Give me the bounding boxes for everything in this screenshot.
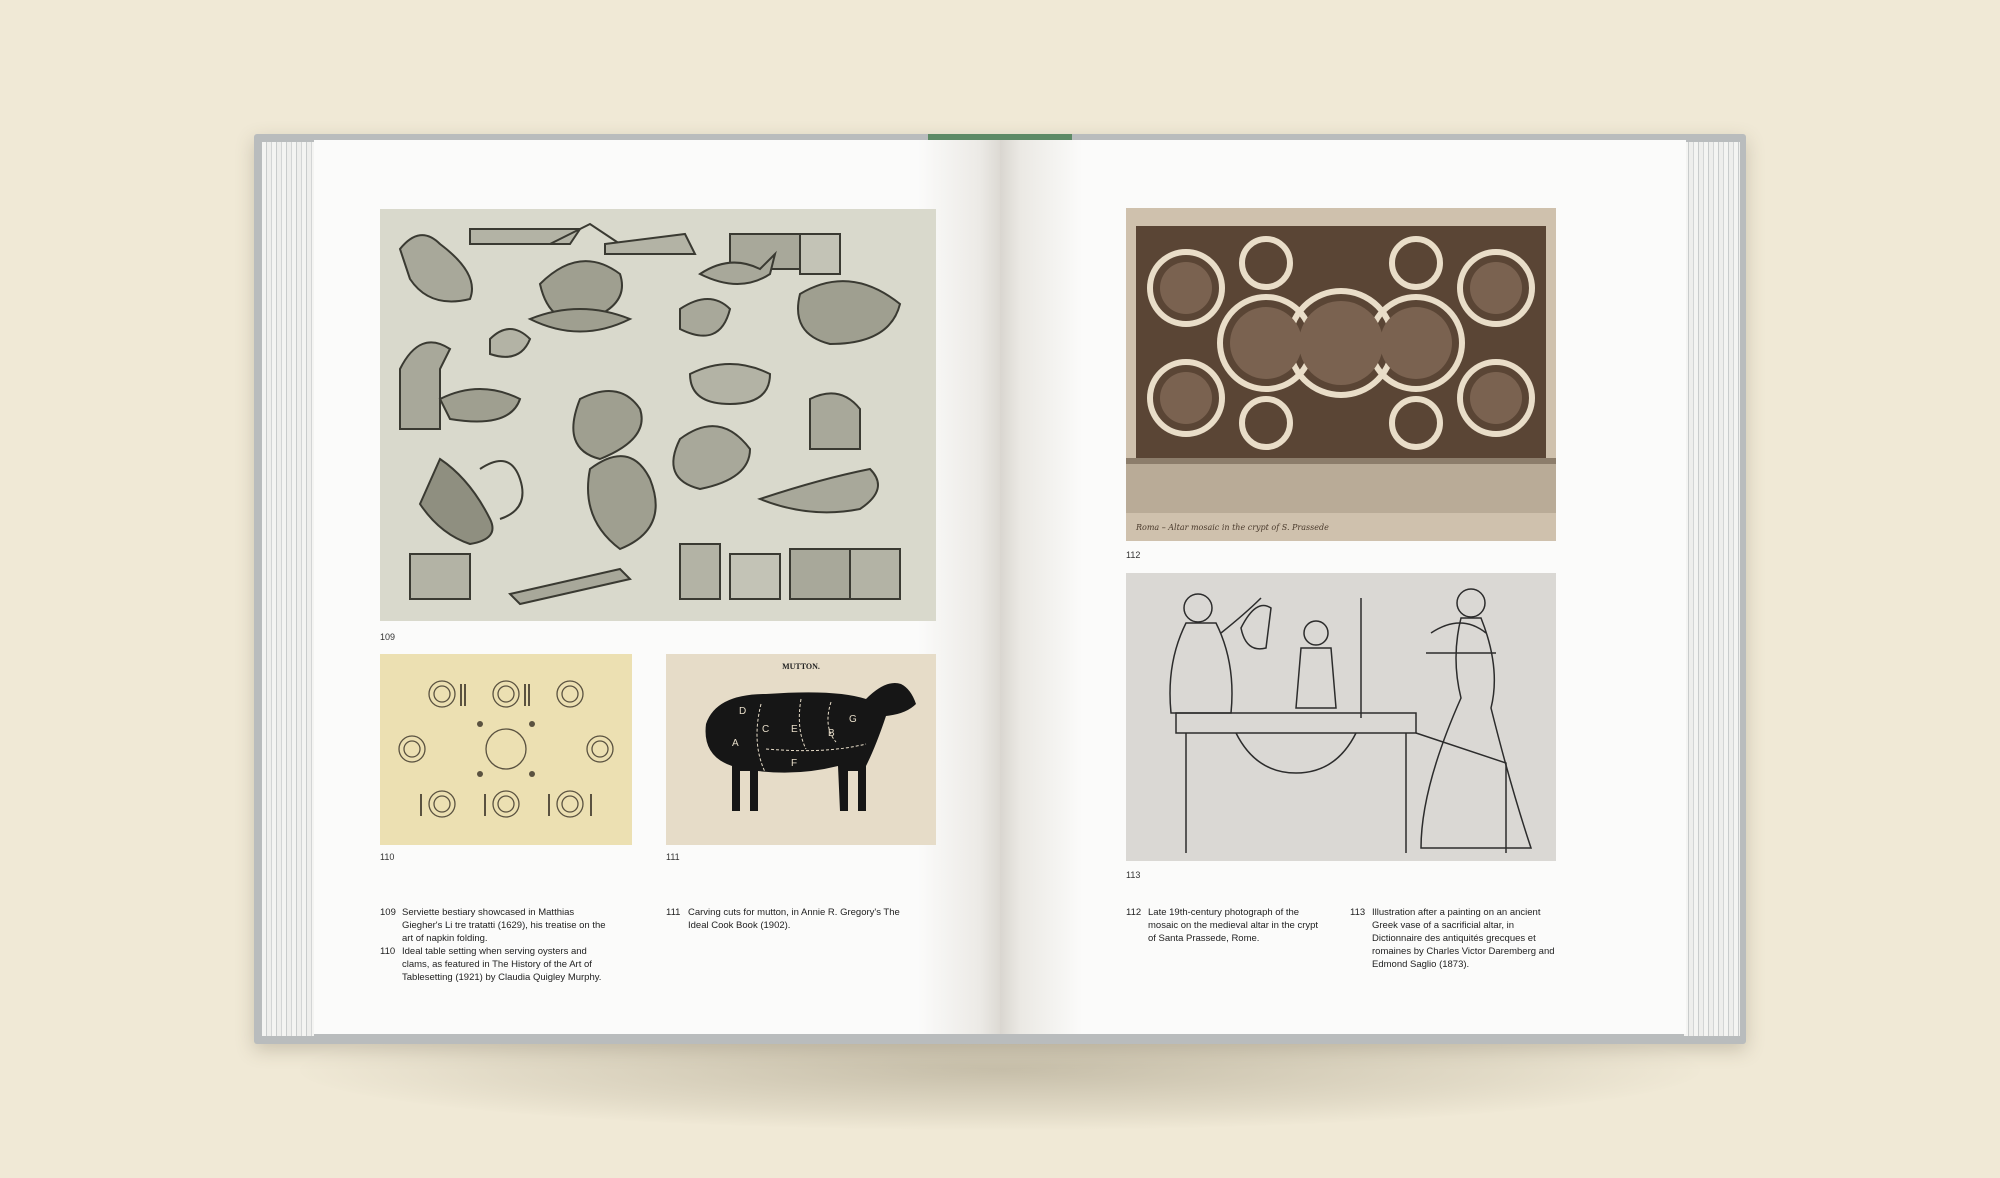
figure-113-greek-altar [1126,573,1556,861]
right-page [1000,140,1686,1034]
figure-111-number: 111 [666,852,680,862]
cut-letter-b: B [828,728,835,739]
caption-group-109-110 [380,906,610,984]
cut-letter-e: E [791,724,798,735]
caption-110: 110 Ideal table setting when serving oysters and clams, as featured in The History of the Art of Tablesetting (1921) by Claudia Quigley Murphy. [380,946,602,983]
left-page [314,140,1000,1034]
figure-109-number: 109 [380,632,396,642]
figure-111-mutton-cuts [666,654,936,845]
caption-group-113 [1350,906,1560,971]
mutton-plate-label: MUTTON. [782,662,820,671]
figure-113-number: 113 [1126,870,1141,880]
mosaic-handwritten-inscription: Roma – Altar mosaic in the crypt of S. Prassede [1136,523,1329,532]
page-edges-right [1684,142,1740,1036]
caption-111: 111 Carving cuts for mutton, in Annie R. Gregory's The Ideal Cook Book (1902). [666,907,900,931]
figure-112-mosaic-photo [1126,208,1556,541]
figure-112-number: 112 [1126,550,1141,560]
cut-letter-d: D [739,706,747,717]
figure-109-engraving [380,209,936,621]
figure-110-number: 110 [380,852,395,862]
cut-letter-a: A [732,738,739,749]
page-edges-left [262,142,314,1036]
caption-112: 112 Late 19th-century photograph of the mosaic on the medieval altar in the crypt of Santa Prassede, Rome. [1126,907,1319,944]
caption-109: 109 Serviette bestiary showcased in Matthias Giegher's Li tre tratatti (1629), his treatise on the art of napkin folding. [380,907,606,944]
caption-group-111 [666,906,906,932]
caption-113: 113 Illustration after a painting on an ancient Greek vase of a sacrificial altar, in Dictionnaire des antiquités grecques et romaines by Charles Victor Daremberg and Edmond Saglio (1873). [1350,907,1555,970]
cut-letter-g: G [849,714,857,725]
figure-110-table-setting [380,654,632,845]
caption-group-112 [1126,906,1326,945]
cut-letter-c: C [762,724,770,735]
cut-letter-f: F [791,758,798,769]
